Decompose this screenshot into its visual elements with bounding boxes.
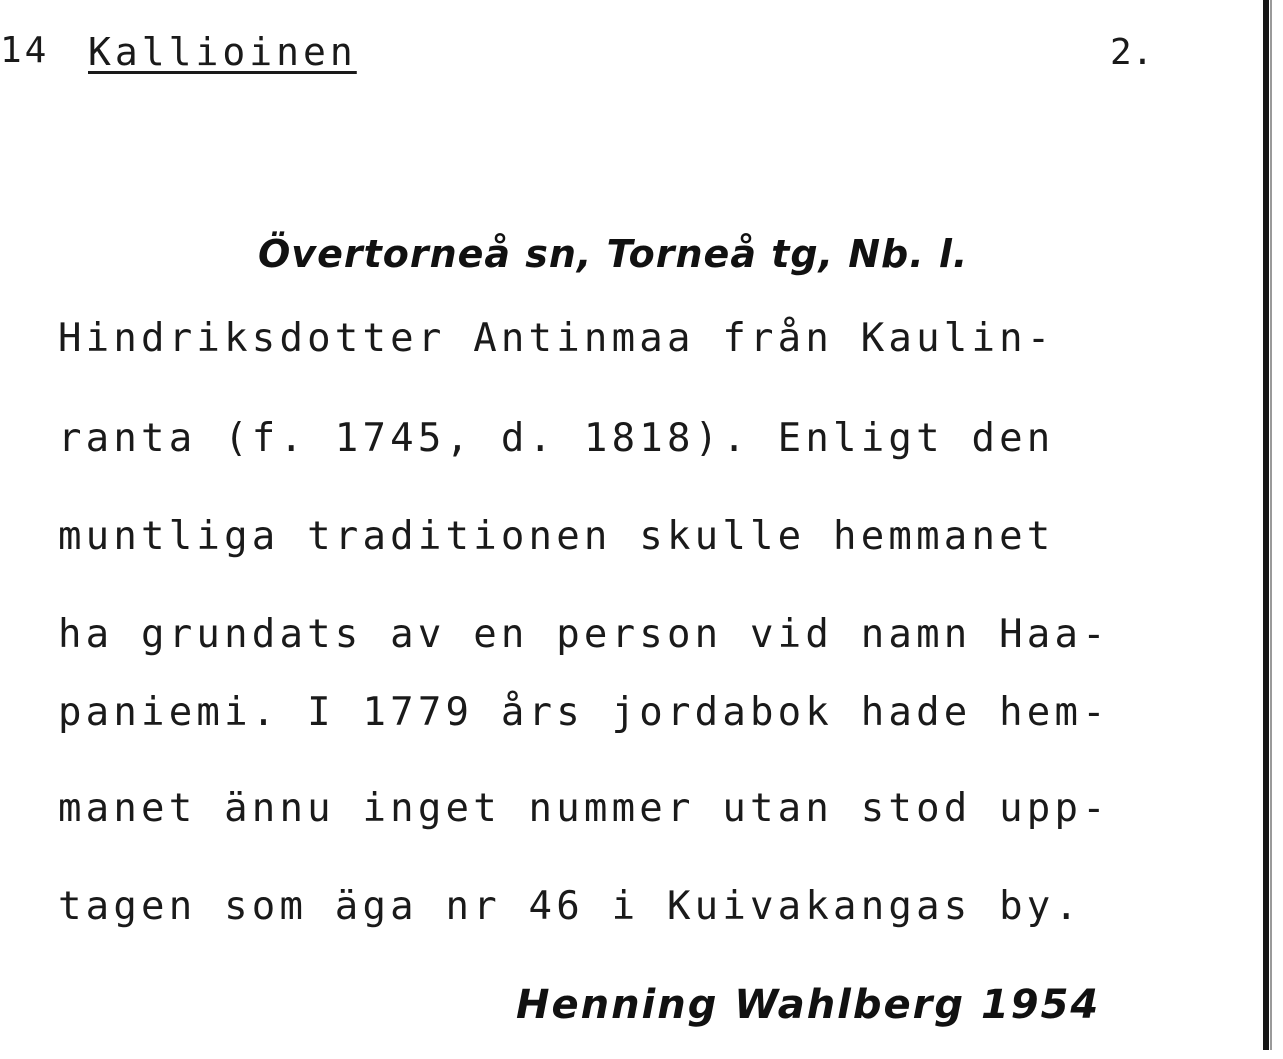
card-edge-shadow (1270, 0, 1272, 1050)
body-line-2: ranta (f. 1745, d. 1818). Enligt den (58, 416, 1055, 461)
body-line-5: paniemi. I 1779 års jordabok hade hem- (58, 690, 1110, 735)
body-line-1: Hindriksdotter Antinmaa från Kaulin- (58, 316, 1055, 361)
place-header: Övertorneå sn, Torneå tg, Nb. l. (258, 232, 969, 276)
card-number: 14 (0, 30, 50, 71)
signature-stamp: Henning Wahlberg 1954 (516, 982, 1101, 1028)
card-page-number: 2. (1110, 32, 1154, 73)
card-right-edge (1263, 0, 1269, 1050)
body-line-4: ha grundats av en person vid namn Haa- (58, 612, 1110, 657)
body-line-3: muntliga traditionen skulle hemmanet (58, 514, 1055, 559)
card-name: Kallioinen (88, 30, 357, 74)
body-line-6: manet ännu inget nummer utan stod upp- (58, 786, 1110, 831)
body-line-7: tagen som äga nr 46 i Kuivakangas by. (58, 884, 1083, 929)
